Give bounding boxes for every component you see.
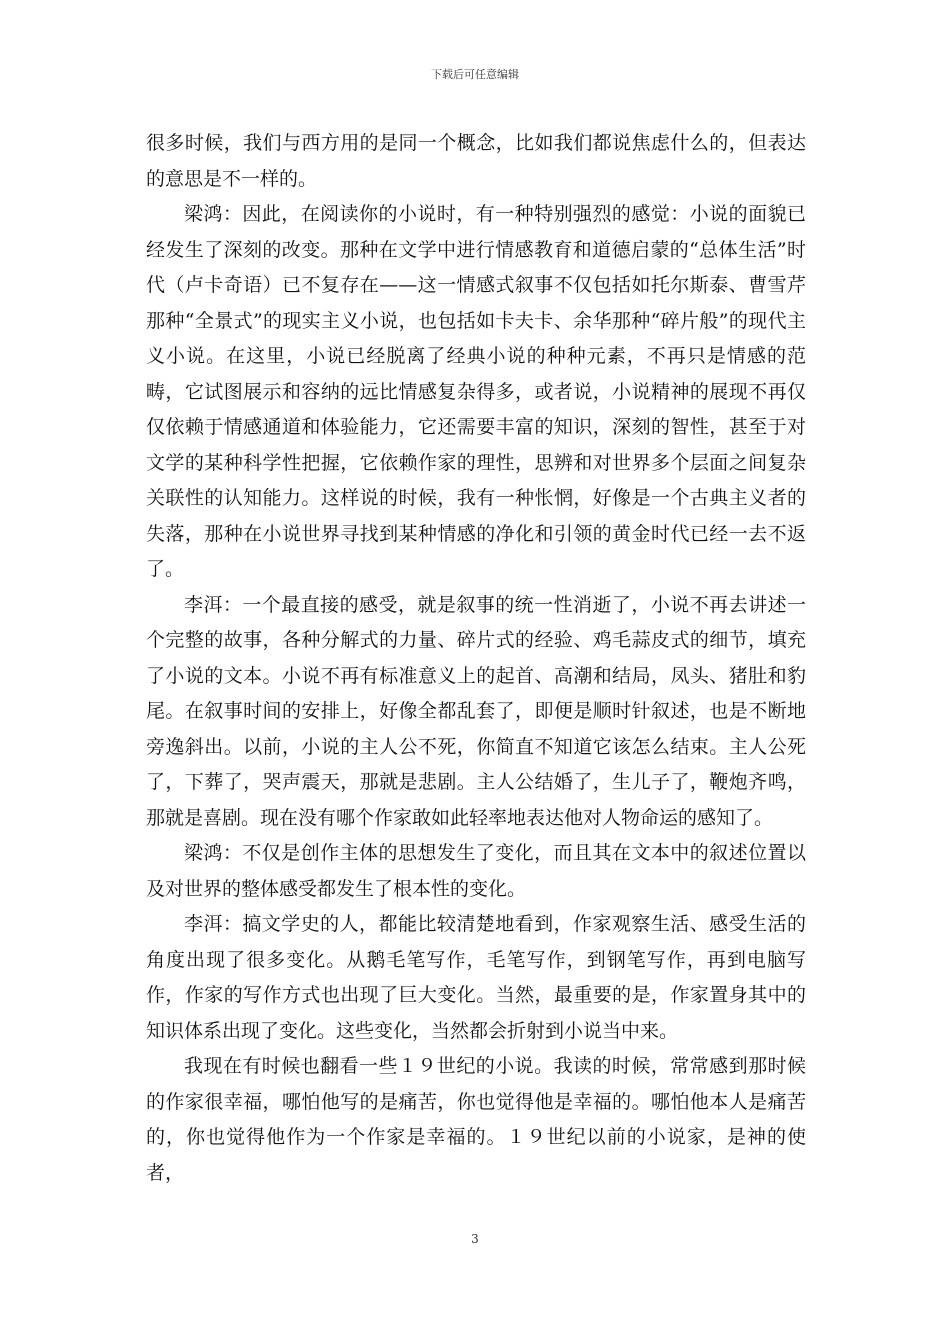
document-body xyxy=(146,126,806,1191)
paragraph-li-er-2: 李洱：搞文学史的人，都能比较清楚地看到，作家观察生活、感受生活的角度出现了很多变化。从鹅毛笔写作，毛笔写作，到钢笔写作，再到电脑写作，作家的写作方式也出现了巨大变化。当然，最重要的是，作家置身其中的知识体系出现了变化。这些变化，当然都会折射到小说当中来。 xyxy=(146,913,806,1042)
paragraph-li-er-1: 李洱：一个最直接的感受，就是叙事的统一性消逝了，小说不再去讲述一个完整的故事，各种分解式的力量、碎片式的经验、鸡毛蒜皮式的细节，填充了小说的文本。小说不再有标准意义上的起首、高潮和结局，凤头、猪肚和豹尾。在叙事时间的安排上，好像全都乱套了，即便是顺时针叙述，也是不断地旁逸斜出。以前，小说的主人公不死，你简直不知道它该怎么结束。主人公死了，下葬了，哭声震天，那就是悲剧。主人公结婚了，生儿子了，鞭炮齐鸣，那就是喜剧。现在没有哪个作家敢如此轻率地表达他对人物命运的感知了。 xyxy=(146,593,806,829)
paragraph-continuation: 很多时候，我们与西方用的是同一个概念，比如我们都说焦虑什么的，但表达的意思是不一样的。 xyxy=(146,132,806,190)
paragraph-li-er-3: 我现在有时候也翻看一些１９世纪的小说。我读的时候，常常感到那时候的作家很幸福，哪怕他写的是痛苦，你也觉得他是幸福的。哪怕他本人是痛苦的，你也觉得他作为一个作家是幸福的。１９世纪以前的小说家，是神的使者， xyxy=(146,1055,806,1184)
paragraph-liang-hong-1: 梁鸿：因此，在阅读你的小说时，有一种特别强烈的感觉：小说的面貌已经发生了深刻的改变。那种在文学中进行情感教育和道德启蒙的“总体生活”时代（卢卡奇语）已不复存在——这一情感式叙事不仅包括如托尔斯泰、曹雪芹那种“全景式”的现实主义小说，也包括如卡夫卡、余华那种“碎片般”的现代主义小说。在这里，小说已经脱离了经典小说的种种元素，不再只是情感的范畴，它试图展示和容纳的远比情感复杂得多，或者说，小说精神的展现不再仅仅依赖于情感通道和体验能力，它还需要丰富的知识，深刻的智性，甚至于对文学的某种科学性把握，它依赖作家的理性，思辨和对世界多个层面之间复杂关联性的认知能力。这样说的时候，我有一种怅惘，好像是一个古典主义者的失落，那种在小说世界寻找到某种情感的净化和引领的黄金时代已经一去不返了。 xyxy=(146,203,806,580)
page-number: 3 xyxy=(471,1232,479,1246)
paragraph-liang-hong-2: 梁鸿：不仅是创作主体的思想发生了变化，而且其在文本中的叙述位置以及对世界的整体感受都发生了根本性的变化。 xyxy=(146,842,806,900)
page-header: 下载后可任意编辑 xyxy=(431,68,519,81)
